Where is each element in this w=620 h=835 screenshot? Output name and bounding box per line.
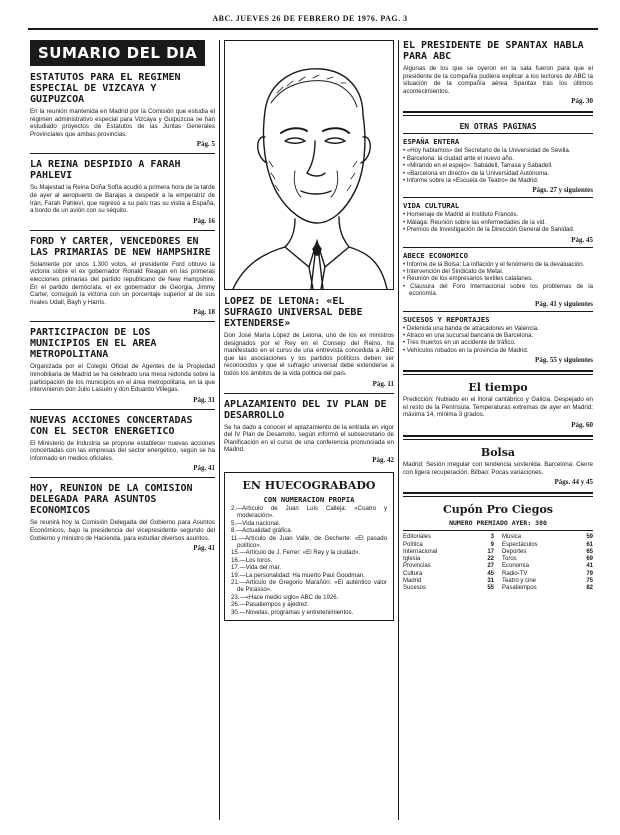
item-body: Su Majestad la Reina Doña Sofía acudió a primera hora de la tarde de ayer al aeropuerto de Barajas a despedir a la emperatriz de Irán, Farah Pahleví, que regresó a su país tras su visita a España, a bordo de un avión con su séquito. bbox=[30, 184, 215, 215]
bolsa-page: Págs. 44 y 45 bbox=[554, 478, 593, 487]
bolsa-body: Madrid: Sesión irregular con tendencia sostenida. Barcelona: Cierre con ligera recuperación. Bilbao: Pocas variaciones. bbox=[403, 461, 593, 476]
index-row: Toros 69 bbox=[502, 556, 593, 563]
summary-kicker: SUMARIO DEL DIA bbox=[30, 40, 205, 66]
otras-section bbox=[403, 137, 593, 194]
section-index bbox=[403, 534, 593, 592]
index-row: Radio-TV 79 bbox=[502, 570, 593, 577]
item-headline: FORD Y CARTER, VENCEDORES EN LAS PRIMARIAS DE NEW HAMPSHIRE bbox=[30, 235, 211, 258]
index-row: Provincias 27 bbox=[403, 563, 494, 570]
divider bbox=[403, 247, 593, 248]
cupon-section bbox=[403, 503, 593, 527]
section-item: • Vehículos robados en la provincia de Madrid. bbox=[403, 346, 529, 354]
double-divider bbox=[403, 111, 593, 116]
item-body: Organizada por el Colegio Oficial de Agentes de la Propiedad Inmobiliaria de Madrid se ha celebrado una mesa redonda sobre la participación de los municipios en el área metropolitana, en la que intervinieron don Julio Lasuén y don Eduardo Villegas. bbox=[30, 363, 215, 394]
tiempo-title: El tiempo bbox=[468, 381, 528, 395]
index-row: Deportes 65 bbox=[502, 548, 593, 555]
double-divider bbox=[403, 370, 593, 375]
huecograbado-item: 21.—Artículo de Gregorio Marañón: «El auténtico valor de Picasso». bbox=[231, 579, 387, 594]
section-item: • «Mirando en el espejo»: Sabadell, Tarrasa y Sabadell. bbox=[403, 162, 553, 170]
summary-item bbox=[30, 483, 215, 552]
section-item: • Barcelona: la ciudad ante el nuevo año. bbox=[403, 154, 514, 162]
double-divider bbox=[403, 492, 593, 497]
column-rule bbox=[398, 40, 399, 820]
section-item: • Intervención del Sindicato de Metal. bbox=[403, 268, 504, 276]
index-row: Editoriales 3 bbox=[403, 534, 494, 541]
huecograbado-item: 16.—Los toros. bbox=[231, 556, 273, 564]
huecograbado-title: EN HUECOGRABADO bbox=[242, 478, 376, 492]
item-headline: ESTATUTOS PARA EL REGIMEN ESPECIAL DE VIZCAYA Y GUIPUZCOA bbox=[30, 72, 181, 105]
letona-body: Don José María López de Letona, uno de los ex ministros designados por el Rey en el Consejo del Reino, ha manifestado en el curso de una entrevista concedida a ABC que las asociaciones y los partidos políticos deben ser reconocidos y que el sufragio universal debe extenderse a todos los ámbitos de la vida política del país. bbox=[224, 332, 394, 377]
section-item: • Detenida una banda de atracadores en Valencia. bbox=[403, 324, 539, 332]
huecograbado-item: 5.—Vida nacional. bbox=[231, 519, 281, 527]
divider bbox=[30, 477, 215, 478]
tiempo-body: Predicción: Nublado en el litoral cantábrico y Galicia. Despejado en el resto de la Península. Temperaturas extremas de ayer en Madrid: máxima 14, mínima 3 grados. bbox=[403, 396, 593, 419]
letona-page: Pág. 11 bbox=[372, 379, 394, 388]
index-row: Cultura 45 bbox=[403, 570, 494, 577]
item-headline: PARTICIPACION DE LOS MUNICIPIOS EN EL AREA METROPOLITANA bbox=[30, 327, 157, 361]
huecograbado-item: 2.—Artículo de Juan Luis Calleja: «Cuatro y moderación». bbox=[231, 504, 387, 520]
plan-article bbox=[224, 399, 394, 464]
right-column bbox=[403, 40, 593, 825]
plan-headline: APLAZAMIENTO DEL IV PLAN DE DESARROLLO bbox=[224, 398, 387, 421]
huecograbado-box bbox=[224, 472, 394, 621]
huecograbado-item: 19.—La personalidad: Ha muerto Paul Goodman. bbox=[231, 571, 365, 579]
item-headline: NUEVAS ACCIONES CONCERTADAS CON EL SECTOR ENERGETICO bbox=[30, 414, 193, 437]
otras-title: EN OTRAS PAGINAS bbox=[459, 122, 537, 132]
section-item: • Atraco en una sucursal bancaria de Barcelona. bbox=[403, 332, 534, 340]
top-rule bbox=[28, 28, 598, 30]
index-row: Política 9 bbox=[403, 541, 494, 548]
huecograbado-item: 17.—Vida del mar. bbox=[231, 564, 282, 572]
section-item: • «Hoy hablamos» del Secretario de la Universidad de Sevilla. bbox=[403, 147, 571, 155]
item-body: Solamente por unos 1.300 votos, el presidente Ford obtuvo la victoria sobre el ex gobernador Ronald Reagan en las primeras elecciones primarias del partido republicano de New Hampshire. En el partido demócrata, el ex gobernador de Georgia, Jimmy Carter, consiguió la victoria con un porcentaje superior al de sus rivales Udall, Bayh y Harris. bbox=[30, 260, 215, 306]
divider bbox=[30, 153, 215, 154]
item-page: Pág. 5 bbox=[196, 140, 215, 149]
divider bbox=[224, 393, 394, 394]
item-body: El Ministerio de Industria se propone establecer nuevas acciones concertadas con las empresas del sector energético, según se ha informado en medios oficiales. bbox=[30, 439, 215, 462]
index-row: Espectáculos 61 bbox=[502, 541, 593, 548]
spantax-body: Algunas de los que se oyeron en la sala fueron para que el presidente de la compañía pudiera explicar a los lectores de ABC la situación de la compañía aérea Spantax tras los últimos acontecimientos. bbox=[403, 65, 593, 95]
summary-item bbox=[30, 415, 215, 473]
section-page: Pág. 41 y siguientes bbox=[535, 299, 593, 308]
item-body: En la reunión mantenida en Madrid por la Comisión que estudia el régimen administrativo especial para Vizcaya y Guipúzcoa se han estudiado proyectos de Estatutos de las Juntas Generales Provinciales que ambas provincias. bbox=[30, 108, 215, 138]
item-headline: LA REINA DESPIDIO A FARAH PAHLEVI bbox=[30, 159, 181, 182]
item-page: Pág. 16 bbox=[193, 216, 215, 225]
portrait-illustration bbox=[225, 41, 393, 289]
summary-item bbox=[30, 236, 215, 317]
letona-portrait bbox=[224, 40, 394, 290]
section-item: • Homenaje de Madrid al Instituto Francés. bbox=[403, 211, 519, 219]
item-page: Pág. 31 bbox=[193, 395, 215, 404]
cupon-title: Cupón Pro Ciegos bbox=[443, 503, 553, 517]
letona-article bbox=[224, 296, 394, 388]
index-row: Sucesos 55 bbox=[403, 585, 494, 592]
huecograbado-item: 11.—Artículo de Juan Valle, de Gecherte: «El pasado político». bbox=[231, 534, 387, 549]
middle-column bbox=[224, 40, 394, 825]
divider bbox=[403, 133, 593, 134]
index-row: Pasatiempos 82 bbox=[502, 585, 593, 592]
huecograbado-subtitle: CON NUMERACION PROPIA bbox=[263, 494, 355, 504]
letona-headline: LOPEZ DE LETONA: «EL SUFRAGIO UNIVERSAL DEBE EXTENDERSE» bbox=[224, 296, 363, 329]
section-item: • Informe de la Bolsa: La inflación y el fenómeno de la devaluación. bbox=[403, 260, 585, 268]
section-page: Pág. 45 bbox=[571, 235, 593, 244]
section-name: VIDA CULTURAL bbox=[403, 201, 460, 211]
divider bbox=[30, 230, 215, 231]
double-divider bbox=[403, 435, 593, 440]
divider bbox=[403, 311, 593, 312]
cupon-number: NUMERO PREMIADO AYER: 380 bbox=[449, 519, 547, 528]
index-row: Iglesia 22 bbox=[403, 556, 494, 563]
summary-item bbox=[30, 327, 215, 403]
bolsa-title: Bolsa bbox=[480, 446, 516, 460]
section-item: • Informe sobre la «Escuela de Teatro» de Madrid. bbox=[403, 177, 539, 184]
item-page: Pág. 41 bbox=[193, 544, 215, 553]
otras-section bbox=[403, 315, 593, 365]
divider bbox=[30, 321, 215, 322]
summary-item bbox=[30, 72, 215, 148]
tiempo-page: Pág. 60 bbox=[571, 421, 593, 430]
section-page: Pág. 55 y siguientes bbox=[535, 356, 593, 365]
tiempo-section bbox=[403, 381, 593, 429]
index-row: Economía 41 bbox=[502, 563, 593, 570]
otras-section bbox=[403, 201, 593, 243]
otras-section bbox=[403, 251, 593, 308]
left-column bbox=[30, 40, 215, 825]
index-row: Madrid 31 bbox=[403, 578, 494, 585]
spantax-article bbox=[403, 40, 593, 105]
item-body: Se reunirá hoy la Comisión Delegada del Gobierno para Asuntos Económicos, bajo la presidencia del vicepresidente segundo del Gobierno y ministro de Hacienda, para estudiar diversos asuntos. bbox=[30, 519, 215, 542]
section-item: • Clausura del Foro Internacional sobre los problemas de la economía. bbox=[403, 282, 593, 298]
section-name: ESPAÑA ENTERA bbox=[403, 137, 460, 147]
huecograbado-item: 26.—Pasatiempos y ajedrez. bbox=[231, 601, 309, 609]
section-item: • Premios de Investigación de la Dirección General de Sanidad. bbox=[403, 226, 575, 234]
divider bbox=[403, 530, 593, 531]
huecograbado-item: 15.—Artículo de J. Ferrer: «El Rey y la ciudad». bbox=[231, 549, 361, 557]
section-item: • Tres muertos en un accidente de tráfico. bbox=[403, 339, 516, 347]
index-row: Música 59 bbox=[502, 534, 593, 541]
item-page: Pág. 18 bbox=[193, 308, 215, 317]
plan-page: Pág. 42 bbox=[372, 455, 394, 464]
index-row: Internacional 17 bbox=[403, 548, 494, 555]
index-column-1 bbox=[403, 534, 494, 592]
section-name: ABECE ECONOMICO bbox=[403, 250, 468, 260]
spantax-headline: EL PRESIDENTE DE SPANTAX HABLA PARA ABC bbox=[403, 40, 584, 62]
column-rule bbox=[219, 40, 220, 820]
section-item: • Reunión de los empresarios textiles catalanes. bbox=[403, 275, 533, 283]
index-row: Teatro y cine 75 bbox=[502, 578, 593, 585]
section-item: • Málaga: Reunión sobre las enfermedades de la vid. bbox=[403, 218, 547, 226]
item-headline: HOY, REUNION DE LA COMISION DELEGADA PARA ASUNTOS ECONOMICOS bbox=[30, 483, 193, 517]
plan-body: Se ha dado a conocer el aplazamiento de la entrada en vigor del IV Plan de Desarrollo, según informó el subsecretario de Planificación en el curso de una conferencia pronunciada en Madrid. bbox=[224, 423, 394, 454]
bolsa-section bbox=[403, 446, 593, 486]
huecograbado-item: 30.—Novelas, programas y entretenimientos. bbox=[231, 608, 354, 616]
section-page: Págs. 27 y siguientes bbox=[532, 186, 593, 195]
summary-item bbox=[30, 159, 215, 224]
divider bbox=[30, 409, 215, 410]
running-head: ABC. JUEVES 26 DE FEBRERO DE 1976. PAG. 3 bbox=[212, 14, 408, 23]
section-name: SUCESOS Y REPORTAJES bbox=[403, 314, 490, 324]
huecograbado-item: 8.—Actualidad gráfica. bbox=[231, 527, 293, 535]
index-column-2 bbox=[502, 534, 593, 592]
item-page: Pág. 41 bbox=[193, 464, 215, 473]
huecograbado-item: 23.—«Hace medio siglo» ABC de 1926. bbox=[231, 593, 339, 601]
spantax-page: Pág. 30 bbox=[571, 97, 593, 106]
divider bbox=[403, 197, 593, 198]
section-item: • «Barcelona en directo» de la Universidad Autónoma. bbox=[403, 169, 550, 177]
